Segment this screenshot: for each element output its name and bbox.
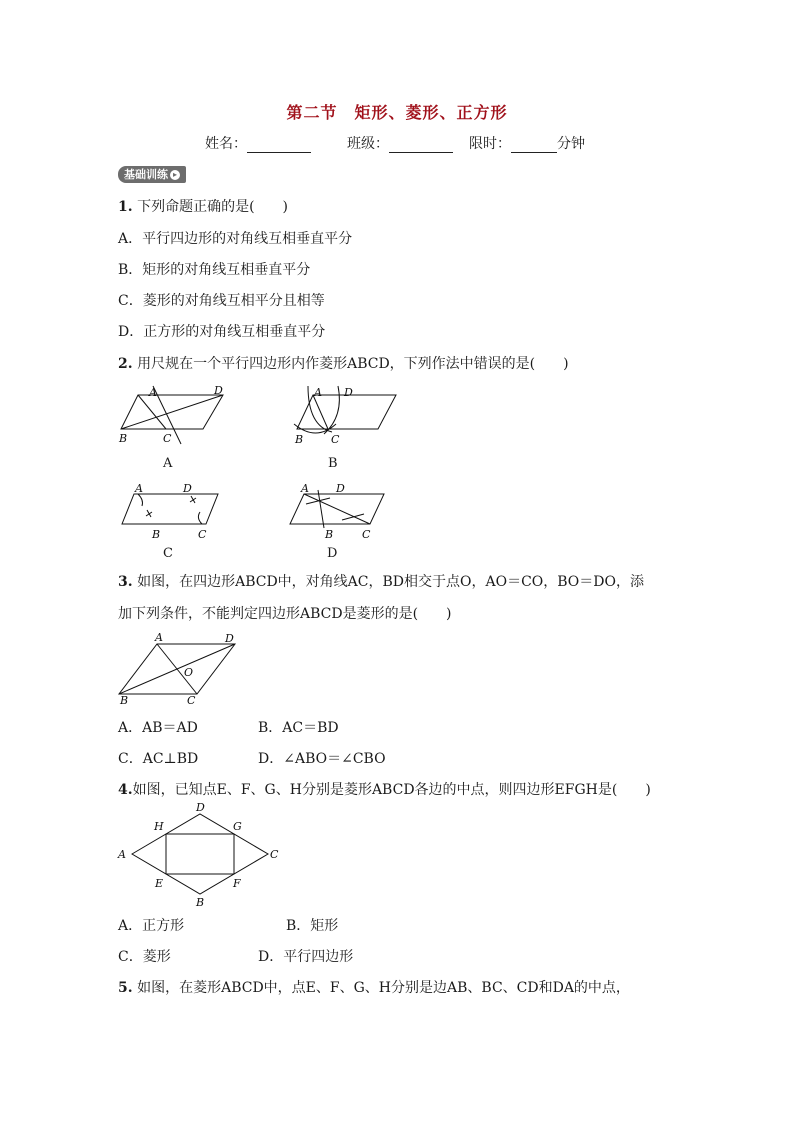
- point-label-a: A: [118, 848, 126, 861]
- q2-caption-d: D: [327, 546, 338, 561]
- point-label-b: B: [120, 694, 129, 707]
- point-label-b: B: [152, 528, 161, 541]
- q4-option-c[interactable]: C．菱形: [118, 949, 171, 965]
- point-label-b: B: [119, 432, 128, 445]
- q3-option-c[interactable]: C．AC⊥BD: [118, 751, 199, 767]
- point-label-h: H: [154, 820, 164, 833]
- question-5: [118, 977, 630, 997]
- question-number: 2.: [118, 356, 133, 372]
- point-label-d: D: [344, 386, 353, 399]
- question-text: 下列命题正确的是( ): [137, 199, 289, 215]
- question-number: 5.: [118, 980, 133, 996]
- point-label-o: O: [184, 666, 194, 679]
- question-4: [118, 779, 651, 799]
- point-label-a: A: [314, 386, 322, 399]
- q1-option-b[interactable]: B．矩形的对角线互相垂直平分: [118, 262, 311, 278]
- time-blank[interactable]: [511, 136, 557, 153]
- q2-figure-a: [115, 382, 235, 452]
- q4-option-b[interactable]: B．矩形: [286, 918, 339, 934]
- point-label-f: F: [233, 877, 241, 890]
- point-label-c: C: [331, 433, 340, 446]
- time-unit: 分钟: [557, 136, 585, 152]
- question-2: [118, 353, 569, 373]
- point-label-a: A: [135, 482, 143, 495]
- point-label-d: D: [225, 632, 234, 645]
- point-label-d: D: [183, 482, 192, 495]
- question-number: 3.: [118, 574, 133, 590]
- question-text: 如图，已知点E、F、G、H分别是菱形ABCD各边的中点，则四边形EFGH是( ): [132, 782, 651, 798]
- question-3-line-2: 加下列条件，不能判定四边形ABCD是菱形的是( ): [118, 606, 452, 622]
- q1-option-c[interactable]: C．菱形的对角线互相平分且相等: [118, 293, 325, 309]
- q3-figure: [115, 632, 245, 707]
- q2-caption-a: A: [163, 456, 173, 471]
- student-info-line: [205, 133, 585, 153]
- point-label-c: C: [187, 694, 196, 707]
- page-title: 第二节 矩形、菱形、正方形: [286, 103, 508, 122]
- point-label-c: C: [362, 528, 371, 541]
- q3-option-b[interactable]: B．AC＝BD: [258, 720, 339, 736]
- point-label-g: G: [233, 820, 242, 833]
- name-label: 姓名：: [205, 136, 247, 152]
- point-label-b: B: [295, 433, 304, 446]
- time-label: 限时：: [469, 136, 511, 152]
- q3-option-a[interactable]: A．AB＝AD: [118, 720, 198, 736]
- section-badge: [118, 166, 186, 183]
- q3-option-d[interactable]: D．∠ABO＝∠CBO: [258, 751, 386, 767]
- q4-option-a[interactable]: A．正方形: [118, 918, 185, 934]
- point-label-e: E: [155, 877, 164, 890]
- q2-figure-d: [284, 480, 394, 542]
- question-3-line-1: [118, 571, 644, 591]
- class-blank[interactable]: [389, 136, 453, 153]
- q2-figure-c: [118, 480, 228, 542]
- point-label-c: C: [198, 528, 207, 541]
- question-1: [118, 196, 288, 216]
- question-text: 用尺规在一个平行四边形内作菱形ABCD，下列作法中错误的是( ): [137, 356, 569, 372]
- point-label-d: D: [336, 482, 345, 495]
- point-label-d: D: [214, 384, 223, 397]
- section-badge-label: 基础训练: [124, 168, 168, 181]
- point-label-b: B: [325, 528, 334, 541]
- q4-figure: [115, 800, 290, 910]
- point-label-a: A: [301, 482, 309, 495]
- point-label-b: B: [196, 896, 205, 909]
- q4-option-d[interactable]: D．平行四边形: [258, 949, 354, 965]
- question-number: 4.: [118, 782, 133, 798]
- point-label-c: C: [270, 848, 279, 861]
- class-label: 班级：: [347, 136, 389, 152]
- question-number: 1.: [118, 199, 133, 215]
- q1-option-d[interactable]: D．正方形的对角线互相垂直平分: [118, 324, 326, 340]
- q2-caption-c: C: [163, 546, 173, 561]
- question-text: 如图，在菱形ABCD中，点E、F、G、H分别是边AB、BC、CD和DA的中点，: [137, 980, 630, 996]
- badge-arrow-icon: ▸: [170, 170, 180, 180]
- question-text: 如图，在四边形ABCD中，对角线AC，BD相交于点O，AO＝CO，BO＝DO，添: [137, 574, 644, 590]
- name-blank[interactable]: [247, 136, 311, 153]
- q1-option-a[interactable]: A．平行四边形的对角线互相垂直平分: [118, 231, 353, 247]
- point-label-a: A: [155, 632, 163, 644]
- point-label-d: D: [196, 801, 205, 814]
- q2-caption-b: B: [328, 456, 338, 471]
- point-label-a: A: [149, 386, 157, 399]
- point-label-c: C: [163, 432, 172, 445]
- q2-figure-b: [288, 382, 408, 452]
